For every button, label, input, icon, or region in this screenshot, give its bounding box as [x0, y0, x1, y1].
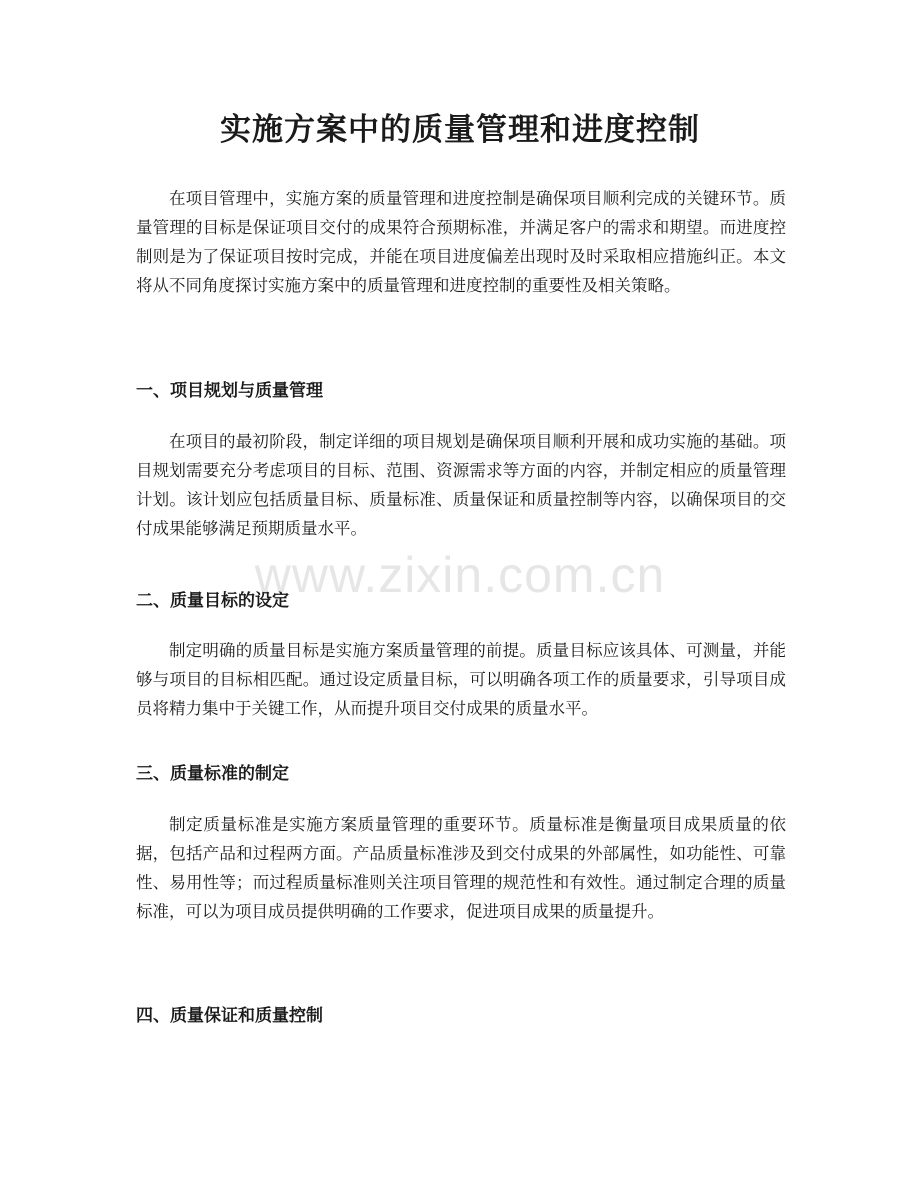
- section-body-3: 制定质量标准是实施方案质量管理的重要环节。质量标准是衡量项目成果质量的依据，包括产品和过程两方面。产品质量标准涉及到交付成果的外部属性，如功能性、可靠性、易用性等；而过程质量标准则关注项目管理的规范性和有效性。通过制定合理的质量标准，可以为项目成员提供明确的工作要求，促进项目成果的质量提升。: [136, 815, 786, 921]
- section-heading-4: 四、质量保证和质量控制: [136, 1006, 323, 1026]
- watermark: www.zixin.com.cn: [254, 547, 666, 603]
- section-heading-1: 一、项目规划与质量管理: [136, 381, 323, 401]
- section-body-2: 制定明确的质量目标是实施方案质量管理的前提。质量目标应该具体、可测量，并能够与项目的目标相匹配。通过设定质量目标，可以明确各项工作的质量要求，引导项目成员将精力集中于关键工作，从而提升项目交付成果的质量水平。: [136, 641, 786, 718]
- intro-paragraph: 在项目管理中，实施方案的质量管理和进度控制是确保项目顺利完成的关键环节。质量管理的目标是保证项目交付的成果符合预期标准，并满足客户的需求和期望。而进度控制则是为了保证项目按时完成，并能在项目进度偏差出现时及时采取相应措施纠正。本文将从不同角度探讨实施方案中的质量管理和进度控制的重要性及相关策略。: [136, 189, 786, 295]
- section-body-1: 在项目的最初阶段，制定详细的项目规划是确保项目顺利开展和成功实施的基础。项目规划需要充分考虑项目的目标、范围、资源需求等方面的内容，并制定相应的质量管理计划。该计划应包括质量目标、质量标准、质量保证和质量控制等内容，以确保项目的交付成果能够满足预期质量水平。: [136, 432, 786, 538]
- document-title: 实施方案中的质量管理和进度控制: [220, 112, 700, 148]
- section-heading-3: 三、质量标准的制定: [136, 764, 289, 784]
- section-heading-2: 二、质量目标的设定: [136, 591, 289, 611]
